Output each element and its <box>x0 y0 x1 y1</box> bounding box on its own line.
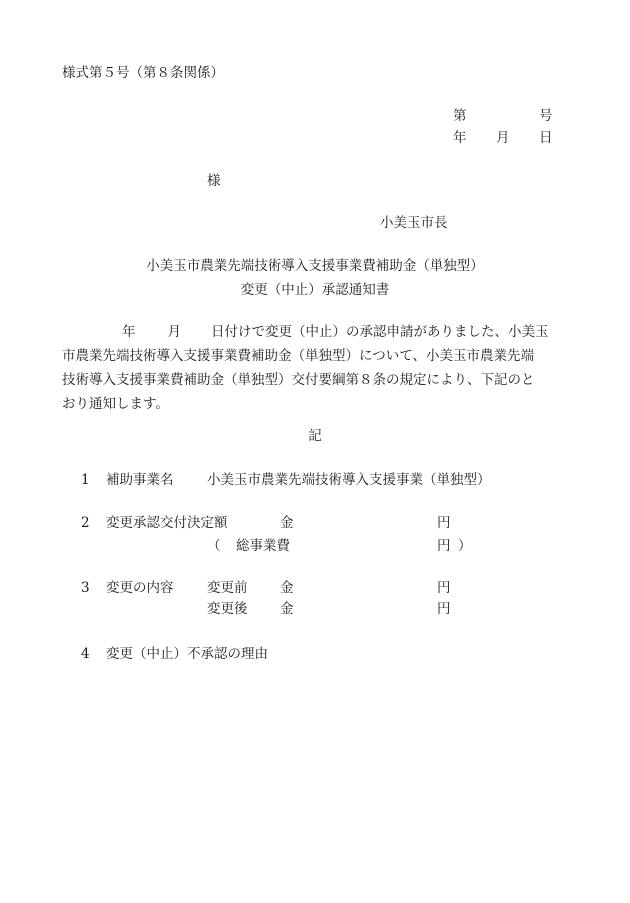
body-line-1 <box>62 320 582 344</box>
item-3-after-yen: 円 <box>437 601 451 617</box>
addressee-suffix: 様 <box>207 173 221 189</box>
body-month: 月 <box>167 324 181 340</box>
ki-heading: 記 <box>308 428 322 444</box>
item-3-before-kin: 金 <box>280 580 294 596</box>
item-4-number: 4 <box>81 646 90 662</box>
body-paragraph <box>62 320 582 416</box>
item-3-number: 3 <box>81 580 90 596</box>
item-3-after-label: 変更後 <box>207 601 248 617</box>
item-2-total-label: 総事業費 <box>236 538 290 554</box>
date-month: 月 <box>496 130 510 146</box>
body-year: 年 <box>122 324 136 340</box>
form-id: 様式第５号（第８条関係） <box>62 65 224 81</box>
body-line-2: 市農業先端技術導入支援事業費補助金（単独型）について、小美玉市農業先端 <box>62 348 534 364</box>
title-line-2: 変更（中止）承認通知書 <box>240 282 390 298</box>
item-2-paren-open: （ <box>207 538 221 554</box>
number-suffix: 号 <box>539 108 553 124</box>
item-1-label: 補助事業名 <box>106 472 174 488</box>
number-prefix: 第 <box>453 108 467 124</box>
item-1-value: 小美玉市農業先端技術導入支援事業（単独型） <box>207 472 491 488</box>
title-line-1: 小美玉市農業先端技術導入支援事業費補助金（単独型） <box>146 258 484 274</box>
date-year: 年 <box>453 130 467 146</box>
body-line-4: おり通知します。 <box>62 396 169 412</box>
issuer: 小美玉市長 <box>380 215 448 231</box>
item-1-number: 1 <box>81 472 90 488</box>
date-day: 日 <box>539 130 553 146</box>
item-2-paren-close: ） <box>458 538 472 554</box>
item-3-label: 変更の内容 <box>106 580 174 596</box>
item-2-number: 2 <box>81 515 90 531</box>
item-2-kin: 金 <box>280 515 294 531</box>
item-2-label: 変更承認交付決定額 <box>106 515 228 531</box>
item-2-total-yen: 円 <box>437 538 451 554</box>
item-3-after-kin: 金 <box>280 601 294 617</box>
item-3-before-yen: 円 <box>437 580 451 596</box>
item-3-before-label: 変更前 <box>207 580 248 596</box>
item-2-yen: 円 <box>437 515 451 531</box>
body-line-1-rest: 日付けで変更（中止）の承認申請がありました、小美玉 <box>211 324 549 340</box>
item-4-label: 変更（中止）不承認の理由 <box>106 646 268 662</box>
body-line-3: 技術導入支援事業費補助金（単独型）交付要綱第８条の規定により、下記のと <box>62 372 535 388</box>
